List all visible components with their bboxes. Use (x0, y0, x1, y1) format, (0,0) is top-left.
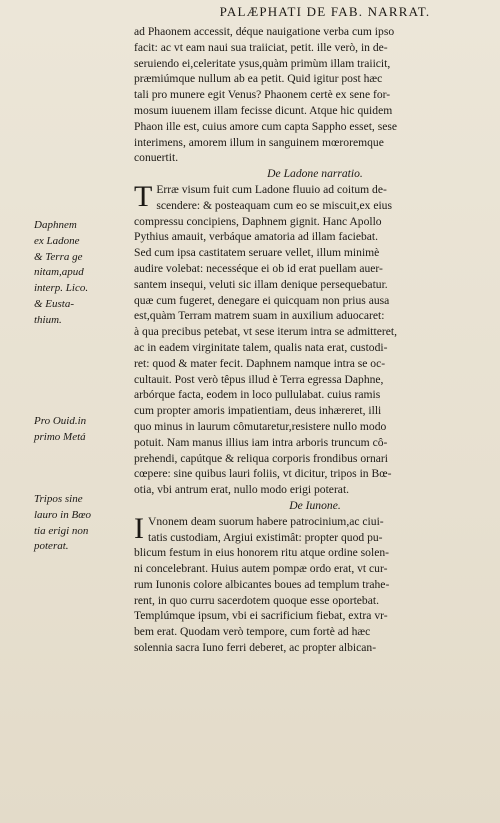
text-line: cultauit. Post verò têpus illud è Terra egressa Daphne, (134, 372, 384, 386)
note-line: Pro Ouid.in (34, 415, 87, 427)
text-line: præmiúmque nullum ab ea petit. Quid igitur post hæc (134, 72, 383, 86)
ladon-passage (134, 179, 496, 498)
text-line: mosum iuuenem illam fecisse dicunt. Atque hic quidem (134, 103, 393, 117)
text-line: potuit. Nam manus illius iam intra arboris truncum cô- (134, 435, 388, 449)
text-line: quo minus in laurum cômutaretur,resistere nullo modo (134, 419, 387, 433)
note-line: lauro in Bœo (34, 508, 92, 521)
text-line: ad Phaonem accessit, déque nauigatione verba cum ipso (134, 25, 395, 38)
note-line: & Terra ge (34, 250, 83, 263)
text-line: est,quàm Terram matrem suam in auxilium aduocaret: (134, 309, 385, 323)
text-line: Erræ visum fuit cum Ladone fluuio ad coitum de- (156, 182, 387, 196)
text-line: bem erat. Quodam verò tempore, cum fortè ad hæc (134, 625, 371, 639)
note-line: tia erigi non (34, 524, 89, 537)
text-line: solennia sacra Iuno ferri deberet, ac propter albican- (134, 641, 377, 655)
section-heading-iuno: De Iunone. (289, 498, 341, 512)
text-line: rent, in quo curru sacerdotem quoque esse oportebat. (134, 593, 379, 607)
text-line: otia, vbi antrum erat, nullo modo erigi poterat. (134, 483, 350, 497)
note-line: Daphnem (34, 219, 77, 231)
text-line: facit: ac vt eam naui sua traiiciat, petit. ille verò, in de- (134, 40, 388, 54)
iuno-passage (134, 511, 496, 656)
section-heading-ladon: De Ladone narratio. (267, 167, 363, 181)
text-line: tali pro munere egit Venus? Phaonem certè ex sene for- (134, 88, 391, 102)
text-line: Vnonem deam suorum habere patrocinium,ac ciui- (148, 514, 384, 528)
text-line: scendere: & posteaquam cum eo se miscuit,ex eius (156, 198, 392, 212)
marginal-note-ouid (34, 414, 86, 446)
note-line: Tripos sine (34, 493, 83, 505)
note-line: thium. (34, 313, 62, 326)
note-line: interp. Lico. (34, 282, 89, 295)
note-line: primo Metá (34, 430, 86, 443)
text-line: cœpere: sine quibus lauri foliis, vt dicitur, tripos in Bœ- (134, 467, 392, 481)
drop-cap: T (134, 179, 153, 213)
text-line: seruiendo ei,celeritate ysus,quàm primùm illam traiicit, (134, 56, 391, 70)
text-line: ni concelebrant. Huius autem pompæ ordo erat, vt cur- (134, 562, 388, 576)
text-line: tatis custodiam, Argiui existimât: propter quod pu- (148, 530, 383, 544)
text-line: Phaon ille est, cuius amore cum capta Sappho esset, sese (134, 119, 398, 133)
text-line: ac in eadem virginitate talem, qualis nata erat, custodi- (134, 340, 388, 354)
note-line: nitam,apud (34, 266, 84, 279)
text-line: à qua precibus petebat, vt sese iterum intra se admitteret, (134, 325, 398, 339)
note-line: & Eusta- (34, 297, 75, 310)
text-line: Templúmque ipsum, vbi ei sacrificium fiebat, extra vr- (134, 609, 388, 623)
text-line: conuertit. (134, 151, 179, 165)
text-line: rum Iunonis colore albicantes boues ad templum trahe- (134, 577, 390, 591)
note-line: poterat. (34, 540, 69, 553)
running-header: PALÆPHATI DE FAB. NARRAT. (219, 4, 431, 19)
text-line: prehendi, capútque & reliqua corporis frondibus ornari (134, 451, 389, 465)
text-line: Pythius amauit, verbáque amatoria ad illam faciebat. (134, 230, 379, 244)
text-line: compressu concipiens, Daphnem gignit. Hanc Apollo (134, 214, 382, 228)
text-line: cum propter amoris impatientiam, deus inhæreret, illi (134, 404, 382, 418)
marginal-note-daphne (34, 218, 88, 329)
text-line: arbórque facta, eodem in loco pullulabat. cuius ramis (134, 388, 381, 402)
text-line: quæ cum fugeret, denegare ei quicquam non prius ausa (134, 293, 390, 307)
main-text-column (134, 24, 496, 656)
drop-cap: I (134, 511, 144, 545)
text-line: Sed cum ipsa castitatem seruare vellet, illum minimè (134, 246, 380, 260)
text-line: ret: quod & mater fecit. Daphnem namque intra se oc- (134, 356, 386, 370)
note-line: ex Ladone (34, 234, 80, 247)
text-line: audire volebat: necesséque ei ob id erat puellam auer- (134, 261, 383, 275)
text-line: interimens, amorem illum in sanguinem mœroremque (134, 135, 384, 149)
text-line: blicum festum in eius honorem ritu atque ordine solen- (134, 546, 390, 560)
marginal-note-tripos (34, 492, 91, 555)
phaon-passage (134, 24, 496, 166)
text-line: santem insequi, veluti sic illam denique persequebatur. (134, 277, 388, 291)
